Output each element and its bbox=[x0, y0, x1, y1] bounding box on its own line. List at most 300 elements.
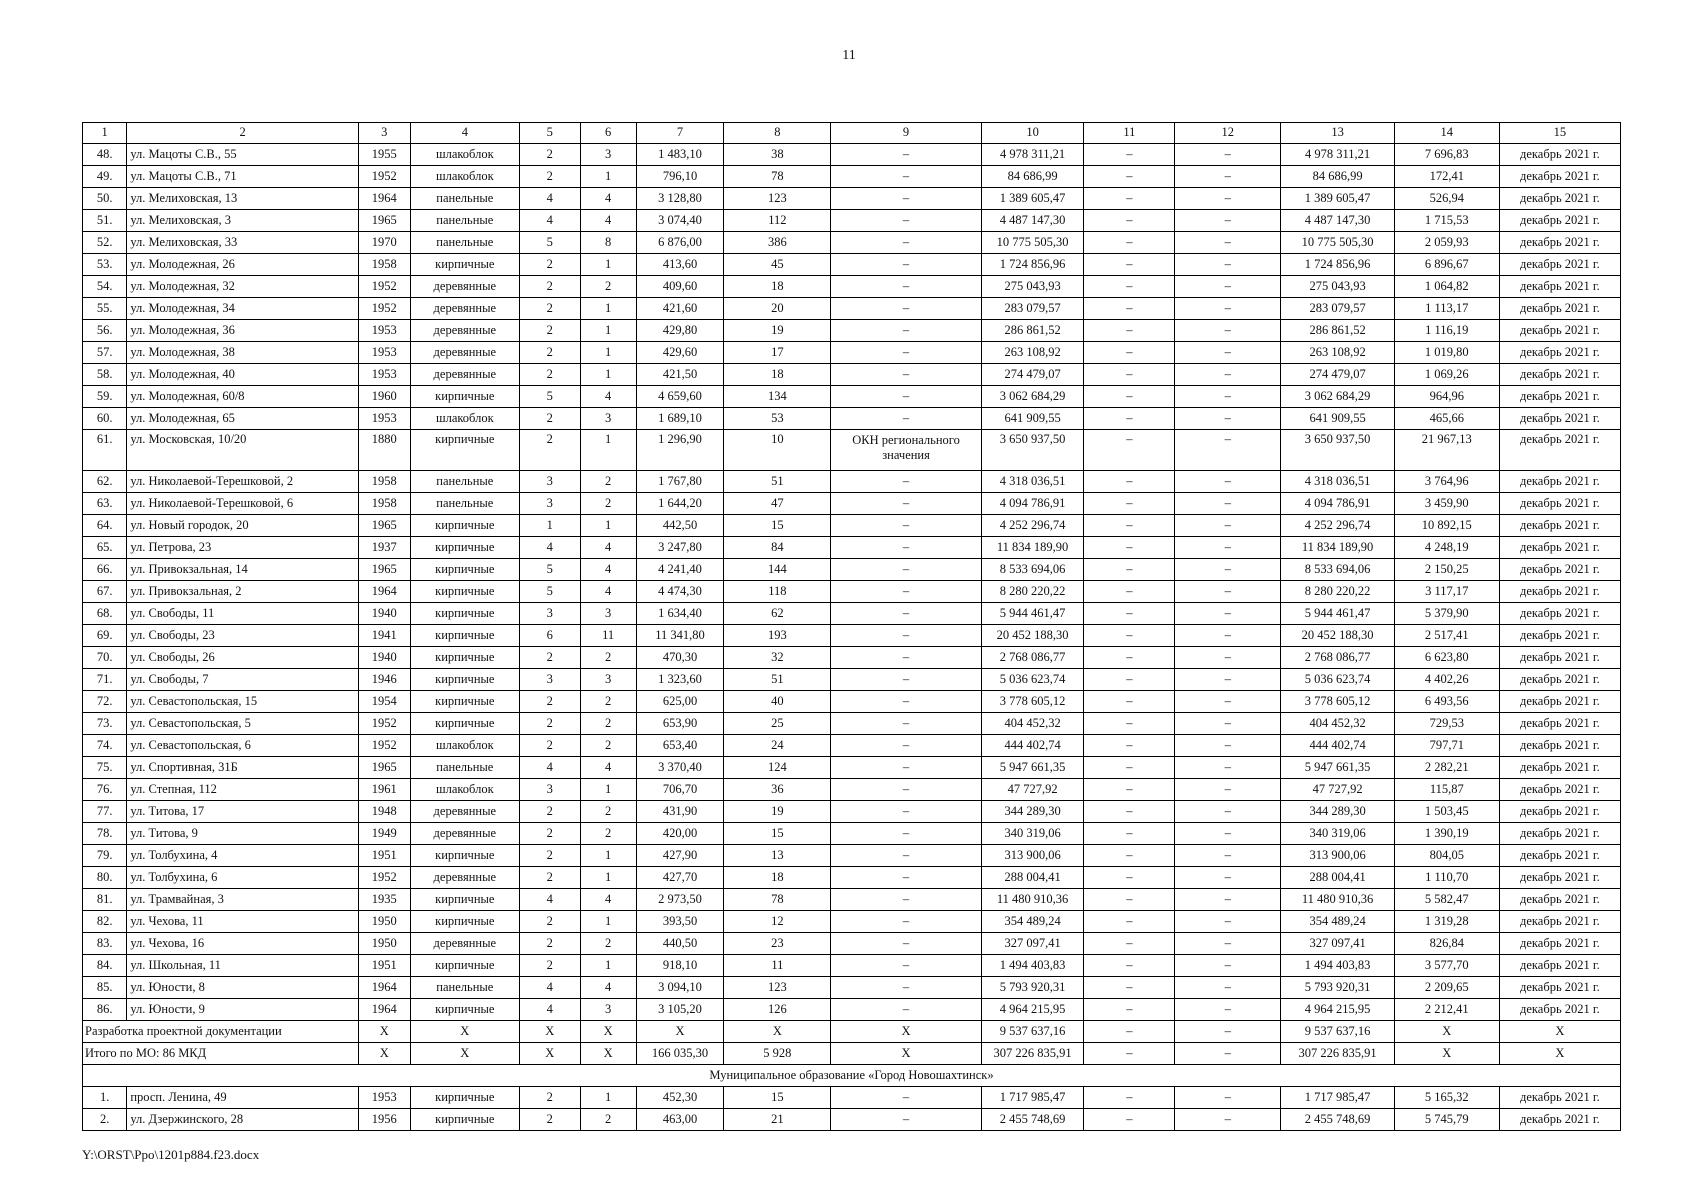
wall-material: деревянные bbox=[410, 276, 519, 298]
table-row bbox=[83, 713, 1621, 735]
row-number: 83. bbox=[83, 933, 127, 955]
table-row bbox=[83, 298, 1621, 320]
entrances: 1 bbox=[580, 298, 636, 320]
cost-other: – bbox=[1175, 977, 1281, 999]
cost-fund: – bbox=[1084, 232, 1175, 254]
cost-total: 4 964 215,95 bbox=[981, 999, 1084, 1021]
residents: 47 bbox=[724, 493, 831, 515]
cost-regional: 3 650 937,50 bbox=[1281, 430, 1395, 471]
table-row bbox=[83, 559, 1621, 581]
entrances: 2 bbox=[580, 801, 636, 823]
summary-cost-total: 9 537 637,16 bbox=[981, 1021, 1084, 1043]
completion-date: декабрь 2021 г. bbox=[1499, 559, 1620, 581]
cost-regional: 2 768 086,77 bbox=[1281, 647, 1395, 669]
cost-fund: – bbox=[1084, 430, 1175, 471]
entrances: 1 bbox=[580, 845, 636, 867]
cost-fund: – bbox=[1084, 386, 1175, 408]
cost-other: – bbox=[1175, 559, 1281, 581]
entrances: 3 bbox=[580, 999, 636, 1021]
completion-date: декабрь 2021 г. bbox=[1499, 889, 1620, 911]
cost-per-sqm: 1 715,53 bbox=[1394, 210, 1499, 232]
row-number: 51. bbox=[83, 210, 127, 232]
cost-other: – bbox=[1175, 515, 1281, 537]
cost-total: 4 978 311,21 bbox=[981, 144, 1084, 166]
year-built: 1953 bbox=[358, 408, 410, 430]
floors: 1 bbox=[519, 515, 580, 537]
entrances: 11 bbox=[580, 625, 636, 647]
cost-fund: – bbox=[1084, 210, 1175, 232]
table-row bbox=[83, 867, 1621, 889]
table-row bbox=[83, 845, 1621, 867]
year-built: 1958 bbox=[358, 471, 410, 493]
column-header-1: 1 bbox=[83, 123, 127, 144]
summary-area: Х bbox=[636, 1021, 724, 1043]
floors: 2 bbox=[519, 647, 580, 669]
residents: 15 bbox=[724, 1087, 831, 1109]
table-row bbox=[83, 911, 1621, 933]
floors: 2 bbox=[519, 1109, 580, 1131]
row-number: 73. bbox=[83, 713, 127, 735]
cost-fund: – bbox=[1084, 408, 1175, 430]
cost-other: – bbox=[1175, 188, 1281, 210]
cost-total: 47 727,92 bbox=[981, 779, 1084, 801]
address: ул. Мелиховская, 13 bbox=[127, 188, 358, 210]
wall-material: шлакоблок bbox=[410, 144, 519, 166]
area: 429,80 bbox=[636, 320, 724, 342]
cost-regional: 340 319,06 bbox=[1281, 823, 1395, 845]
wall-material: кирпичные bbox=[410, 537, 519, 559]
entrances: 2 bbox=[580, 691, 636, 713]
floors: 2 bbox=[519, 144, 580, 166]
floors: 4 bbox=[519, 537, 580, 559]
residents: 19 bbox=[724, 320, 831, 342]
row-number: 53. bbox=[83, 254, 127, 276]
cost-fund: – bbox=[1084, 735, 1175, 757]
address: ул. Свободы, 26 bbox=[127, 647, 358, 669]
cost-fund: – bbox=[1084, 713, 1175, 735]
wall-material: панельные bbox=[410, 493, 519, 515]
cost-other: – bbox=[1175, 845, 1281, 867]
area: 1 689,10 bbox=[636, 408, 724, 430]
area: 706,70 bbox=[636, 779, 724, 801]
address: ул. Севастопольская, 5 bbox=[127, 713, 358, 735]
table-row bbox=[83, 254, 1621, 276]
table-row bbox=[83, 977, 1621, 999]
floors: 4 bbox=[519, 889, 580, 911]
residents: 17 bbox=[724, 342, 831, 364]
area: 409,60 bbox=[636, 276, 724, 298]
column-header-8: 8 bbox=[724, 123, 831, 144]
cost-fund: – bbox=[1084, 823, 1175, 845]
heritage-status: – bbox=[831, 298, 981, 320]
residents: 19 bbox=[724, 801, 831, 823]
cost-other: – bbox=[1175, 757, 1281, 779]
residents: 45 bbox=[724, 254, 831, 276]
heritage-status: – bbox=[831, 1109, 981, 1131]
wall-material: деревянные bbox=[410, 933, 519, 955]
cost-fund: – bbox=[1084, 188, 1175, 210]
cost-total: 275 043,93 bbox=[981, 276, 1084, 298]
cost-fund: – bbox=[1084, 889, 1175, 911]
cost-total: 8 280 220,22 bbox=[981, 581, 1084, 603]
row-number: 85. bbox=[83, 977, 127, 999]
cost-regional: 84 686,99 bbox=[1281, 166, 1395, 188]
cost-per-sqm: 5 582,47 bbox=[1394, 889, 1499, 911]
cost-regional: 283 079,57 bbox=[1281, 298, 1395, 320]
residents: 13 bbox=[724, 845, 831, 867]
cost-per-sqm: 964,96 bbox=[1394, 386, 1499, 408]
cost-regional: 286 861,52 bbox=[1281, 320, 1395, 342]
residents: 78 bbox=[724, 889, 831, 911]
cost-regional: 47 727,92 bbox=[1281, 779, 1395, 801]
cost-total: 4 252 296,74 bbox=[981, 515, 1084, 537]
column-header-12: 12 bbox=[1175, 123, 1281, 144]
wall-material: кирпичные bbox=[410, 254, 519, 276]
residents: 112 bbox=[724, 210, 831, 232]
completion-date: декабрь 2021 г. bbox=[1499, 603, 1620, 625]
year-built: 1950 bbox=[358, 933, 410, 955]
area: 3 370,40 bbox=[636, 757, 724, 779]
row-number: 49. bbox=[83, 166, 127, 188]
floors: 2 bbox=[519, 276, 580, 298]
year-built: 1953 bbox=[358, 320, 410, 342]
entrances: 3 bbox=[580, 144, 636, 166]
cost-per-sqm: 5 165,32 bbox=[1394, 1087, 1499, 1109]
summary-heritage-status: Х bbox=[831, 1021, 981, 1043]
address: ул. Чехова, 16 bbox=[127, 933, 358, 955]
cost-regional: 444 402,74 bbox=[1281, 735, 1395, 757]
heritage-status: – bbox=[831, 515, 981, 537]
cost-fund: – bbox=[1084, 669, 1175, 691]
entrances: 2 bbox=[580, 647, 636, 669]
residents: 32 bbox=[724, 647, 831, 669]
cost-regional: 20 452 188,30 bbox=[1281, 625, 1395, 647]
heritage-status: – bbox=[831, 845, 981, 867]
year-built: 1951 bbox=[358, 955, 410, 977]
floors: 4 bbox=[519, 757, 580, 779]
heritage-status: – bbox=[831, 757, 981, 779]
row-number: 2. bbox=[83, 1109, 127, 1131]
cost-total: 20 452 188,30 bbox=[981, 625, 1084, 647]
cost-other: – bbox=[1175, 166, 1281, 188]
wall-material: деревянные bbox=[410, 867, 519, 889]
cost-regional: 2 455 748,69 bbox=[1281, 1109, 1395, 1131]
cost-total: 3 778 605,12 bbox=[981, 691, 1084, 713]
cost-regional: 3 062 684,29 bbox=[1281, 386, 1395, 408]
residents: 15 bbox=[724, 823, 831, 845]
residents: 18 bbox=[724, 364, 831, 386]
cost-per-sqm: 3 764,96 bbox=[1394, 471, 1499, 493]
entrances: 4 bbox=[580, 386, 636, 408]
heritage-status: – bbox=[831, 999, 981, 1021]
address: ул. Привокзальная, 14 bbox=[127, 559, 358, 581]
row-number: 62. bbox=[83, 471, 127, 493]
area: 11 341,80 bbox=[636, 625, 724, 647]
cost-total: 2 768 086,77 bbox=[981, 647, 1084, 669]
area: 463,00 bbox=[636, 1109, 724, 1131]
cost-fund: – bbox=[1084, 166, 1175, 188]
wall-material: кирпичные bbox=[410, 430, 519, 471]
wall-material: панельные bbox=[410, 757, 519, 779]
cost-regional: 1 717 985,47 bbox=[1281, 1087, 1395, 1109]
year-built: 1954 bbox=[358, 691, 410, 713]
cost-regional: 288 004,41 bbox=[1281, 867, 1395, 889]
entrances: 4 bbox=[580, 537, 636, 559]
floors: 2 bbox=[519, 430, 580, 471]
address: ул. Спортивная, 31Б bbox=[127, 757, 358, 779]
completion-date: декабрь 2021 г. bbox=[1499, 254, 1620, 276]
wall-material: шлакоблок bbox=[410, 735, 519, 757]
cost-regional: 11 480 910,36 bbox=[1281, 889, 1395, 911]
summary-residents: Х bbox=[724, 1021, 831, 1043]
heritage-status: – bbox=[831, 625, 981, 647]
floors: 4 bbox=[519, 210, 580, 232]
area: 421,50 bbox=[636, 364, 724, 386]
cost-total: 4 318 036,51 bbox=[981, 471, 1084, 493]
table-row bbox=[83, 1109, 1621, 1131]
cost-regional: 275 043,93 bbox=[1281, 276, 1395, 298]
summary-row bbox=[83, 1043, 1621, 1065]
cost-fund: – bbox=[1084, 471, 1175, 493]
column-header-2: 2 bbox=[127, 123, 358, 144]
cost-fund: – bbox=[1084, 911, 1175, 933]
cost-regional: 5 944 461,47 bbox=[1281, 603, 1395, 625]
table-row bbox=[83, 210, 1621, 232]
entrances: 1 bbox=[580, 430, 636, 471]
entrances: 4 bbox=[580, 757, 636, 779]
address: ул. Чехова, 11 bbox=[127, 911, 358, 933]
completion-date: декабрь 2021 г. bbox=[1499, 364, 1620, 386]
row-number: 54. bbox=[83, 276, 127, 298]
wall-material: деревянные bbox=[410, 342, 519, 364]
cost-other: – bbox=[1175, 144, 1281, 166]
cost-fund: – bbox=[1084, 933, 1175, 955]
floors: 2 bbox=[519, 933, 580, 955]
heritage-status: – bbox=[831, 188, 981, 210]
summary-cost-per-sqm: Х bbox=[1394, 1021, 1499, 1043]
heritage-status: – bbox=[831, 867, 981, 889]
cost-fund: – bbox=[1084, 867, 1175, 889]
heritage-status: – bbox=[831, 581, 981, 603]
area: 427,90 bbox=[636, 845, 724, 867]
entrances: 1 bbox=[580, 320, 636, 342]
row-number: 63. bbox=[83, 493, 127, 515]
column-header-13: 13 bbox=[1281, 123, 1395, 144]
entrances: 2 bbox=[580, 713, 636, 735]
heritage-status: – bbox=[831, 276, 981, 298]
area: 3 074,40 bbox=[636, 210, 724, 232]
residents: 24 bbox=[724, 735, 831, 757]
address: ул. Петрова, 23 bbox=[127, 537, 358, 559]
area: 470,30 bbox=[636, 647, 724, 669]
wall-material: деревянные bbox=[410, 823, 519, 845]
summary-wall-material: Х bbox=[410, 1043, 519, 1065]
wall-material: кирпичные bbox=[410, 669, 519, 691]
cost-other: – bbox=[1175, 779, 1281, 801]
cost-total: 1 389 605,47 bbox=[981, 188, 1084, 210]
year-built: 1965 bbox=[358, 210, 410, 232]
completion-date: декабрь 2021 г. bbox=[1499, 933, 1620, 955]
cost-fund: – bbox=[1084, 364, 1175, 386]
cost-regional: 1 724 856,96 bbox=[1281, 254, 1395, 276]
completion-date: декабрь 2021 г. bbox=[1499, 144, 1620, 166]
heritage-status: – bbox=[831, 471, 981, 493]
cost-per-sqm: 2 059,93 bbox=[1394, 232, 1499, 254]
cost-regional: 3 778 605,12 bbox=[1281, 691, 1395, 713]
floors: 2 bbox=[519, 342, 580, 364]
residents: 51 bbox=[724, 471, 831, 493]
wall-material: шлакоблок bbox=[410, 408, 519, 430]
summary-cost-total: 307 226 835,91 bbox=[981, 1043, 1084, 1065]
year-built: 1956 bbox=[358, 1109, 410, 1131]
table-row bbox=[83, 166, 1621, 188]
completion-date: декабрь 2021 г. bbox=[1499, 276, 1620, 298]
area: 3 094,10 bbox=[636, 977, 724, 999]
row-number: 81. bbox=[83, 889, 127, 911]
cost-per-sqm: 1 503,45 bbox=[1394, 801, 1499, 823]
cost-total: 3 650 937,50 bbox=[981, 430, 1084, 471]
area: 1 644,20 bbox=[636, 493, 724, 515]
cost-total: 11 480 910,36 bbox=[981, 889, 1084, 911]
area: 427,70 bbox=[636, 867, 724, 889]
table-row bbox=[83, 647, 1621, 669]
table-row bbox=[83, 320, 1621, 342]
area: 429,60 bbox=[636, 342, 724, 364]
residents: 12 bbox=[724, 911, 831, 933]
address: ул. Дзержинского, 28 bbox=[127, 1109, 358, 1131]
entrances: 1 bbox=[580, 867, 636, 889]
year-built: 1950 bbox=[358, 911, 410, 933]
cost-other: – bbox=[1175, 342, 1281, 364]
cost-total: 313 900,06 bbox=[981, 845, 1084, 867]
column-header-10: 10 bbox=[981, 123, 1084, 144]
wall-material: кирпичные bbox=[410, 955, 519, 977]
heritage-status: – bbox=[831, 933, 981, 955]
cost-fund: – bbox=[1084, 320, 1175, 342]
completion-date: декабрь 2021 г. bbox=[1499, 232, 1620, 254]
completion-date: декабрь 2021 г. bbox=[1499, 647, 1620, 669]
area: 4 474,30 bbox=[636, 581, 724, 603]
cost-total: 4 094 786,91 bbox=[981, 493, 1084, 515]
cost-total: 354 489,24 bbox=[981, 911, 1084, 933]
year-built: 1949 bbox=[358, 823, 410, 845]
wall-material: панельные bbox=[410, 188, 519, 210]
floors: 2 bbox=[519, 823, 580, 845]
column-header-6: 6 bbox=[580, 123, 636, 144]
table-row bbox=[83, 889, 1621, 911]
floors: 5 bbox=[519, 559, 580, 581]
heritage-status: – bbox=[831, 647, 981, 669]
row-number: 82. bbox=[83, 911, 127, 933]
cost-total: 641 909,55 bbox=[981, 408, 1084, 430]
section-title: Муниципальное образование «Город Новошахтинск» bbox=[83, 1065, 1621, 1087]
completion-date: декабрь 2021 г. bbox=[1499, 911, 1620, 933]
year-built: 1948 bbox=[358, 801, 410, 823]
completion-date: декабрь 2021 г. bbox=[1499, 581, 1620, 603]
entrances: 4 bbox=[580, 559, 636, 581]
floors: 5 bbox=[519, 386, 580, 408]
summary-cost-other: – bbox=[1175, 1021, 1281, 1043]
area: 442,50 bbox=[636, 515, 724, 537]
residents: 10 bbox=[724, 430, 831, 471]
heritage-status: – bbox=[831, 823, 981, 845]
year-built: 1940 bbox=[358, 603, 410, 625]
area: 1 767,80 bbox=[636, 471, 724, 493]
row-number: 56. bbox=[83, 320, 127, 342]
table-row bbox=[83, 515, 1621, 537]
summary-cost-regional: 307 226 835,91 bbox=[1281, 1043, 1395, 1065]
cost-total: 5 944 461,47 bbox=[981, 603, 1084, 625]
residents: 134 bbox=[724, 386, 831, 408]
summary-label: Разработка проектной документации bbox=[83, 1021, 359, 1043]
floors: 2 bbox=[519, 845, 580, 867]
completion-date: декабрь 2021 г. bbox=[1499, 1109, 1620, 1131]
cost-regional: 5 036 623,74 bbox=[1281, 669, 1395, 691]
residents: 15 bbox=[724, 515, 831, 537]
completion-date: декабрь 2021 г. bbox=[1499, 801, 1620, 823]
cost-per-sqm: 1 113,17 bbox=[1394, 298, 1499, 320]
row-number: 64. bbox=[83, 515, 127, 537]
cost-per-sqm: 2 212,41 bbox=[1394, 999, 1499, 1021]
floors: 2 bbox=[519, 298, 580, 320]
heritage-status: – bbox=[831, 320, 981, 342]
cost-per-sqm: 1 069,26 bbox=[1394, 364, 1499, 386]
entrances: 1 bbox=[580, 955, 636, 977]
cost-fund: – bbox=[1084, 1087, 1175, 1109]
floors: 4 bbox=[519, 188, 580, 210]
summary-cost-fund: – bbox=[1084, 1021, 1175, 1043]
completion-date: декабрь 2021 г. bbox=[1499, 537, 1620, 559]
heritage-status: – bbox=[831, 801, 981, 823]
heritage-status: – bbox=[831, 166, 981, 188]
entrances: 2 bbox=[580, 933, 636, 955]
address: ул. Степная, 112 bbox=[127, 779, 358, 801]
year-built: 1953 bbox=[358, 364, 410, 386]
cost-other: – bbox=[1175, 889, 1281, 911]
floors: 2 bbox=[519, 320, 580, 342]
cost-other: – bbox=[1175, 933, 1281, 955]
heritage-status: – bbox=[831, 911, 981, 933]
residents: 193 bbox=[724, 625, 831, 647]
table-row bbox=[83, 823, 1621, 845]
cost-fund: – bbox=[1084, 647, 1175, 669]
address: ул. Мацоты С.В., 55 bbox=[127, 144, 358, 166]
cost-regional: 263 108,92 bbox=[1281, 342, 1395, 364]
wall-material: деревянные bbox=[410, 320, 519, 342]
address: ул. Молодежная, 65 bbox=[127, 408, 358, 430]
cost-fund: – bbox=[1084, 342, 1175, 364]
table-row bbox=[83, 537, 1621, 559]
wall-material: кирпичные bbox=[410, 999, 519, 1021]
area: 4 659,60 bbox=[636, 386, 724, 408]
cost-per-sqm: 5 745,79 bbox=[1394, 1109, 1499, 1131]
address: ул. Севастопольская, 6 bbox=[127, 735, 358, 757]
summary-label: Итого по МО: 86 МКД bbox=[83, 1043, 359, 1065]
wall-material: шлакоблок bbox=[410, 166, 519, 188]
cost-total: 286 861,52 bbox=[981, 320, 1084, 342]
row-number: 55. bbox=[83, 298, 127, 320]
completion-date: декабрь 2021 г. bbox=[1499, 845, 1620, 867]
section-row bbox=[83, 1065, 1621, 1087]
entrances: 2 bbox=[580, 493, 636, 515]
year-built: 1952 bbox=[358, 867, 410, 889]
year-built: 1937 bbox=[358, 537, 410, 559]
summary-cost-fund: – bbox=[1084, 1043, 1175, 1065]
area: 452,30 bbox=[636, 1087, 724, 1109]
entrances: 2 bbox=[580, 823, 636, 845]
year-built: 1952 bbox=[358, 713, 410, 735]
area: 1 483,10 bbox=[636, 144, 724, 166]
